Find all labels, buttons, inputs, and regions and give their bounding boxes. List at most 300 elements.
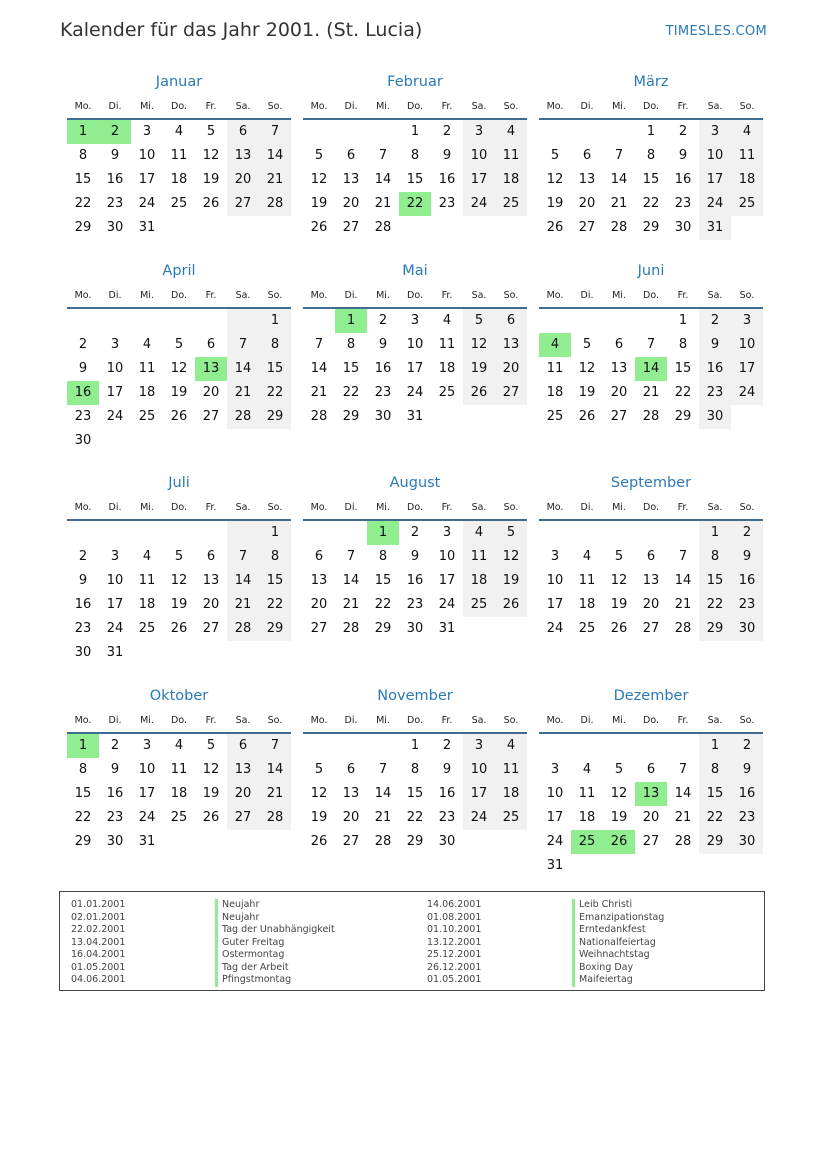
weekday-header	[67, 498, 291, 517]
day-cell: 6	[495, 309, 527, 333]
day-cell: 13	[342, 172, 360, 187]
week-row	[303, 806, 527, 830]
day-cell: 3	[463, 734, 495, 758]
day-cell: 29	[374, 621, 392, 636]
day-cell: 15	[74, 172, 92, 187]
week-row	[539, 782, 763, 806]
day-cell: 27	[227, 192, 259, 216]
day-cell: 1	[259, 521, 291, 545]
day-cell: 10	[731, 333, 763, 357]
day-cell: 11	[731, 144, 763, 168]
weekday-label: Mo.	[310, 101, 328, 112]
day-cell: 22	[259, 381, 291, 405]
day-cell: 6	[227, 120, 259, 144]
weekday-label: Do.	[407, 101, 423, 112]
day-cell: 3	[110, 337, 120, 352]
week-row	[67, 357, 291, 381]
day-cell: 27	[642, 621, 660, 636]
day-cell: 17	[106, 385, 124, 400]
weekday-label: Di.	[580, 290, 594, 301]
day-cell: 22	[699, 593, 731, 617]
week-row	[67, 333, 291, 357]
empty-day-cell	[259, 429, 291, 453]
week-row	[303, 144, 527, 168]
holiday-name: Maifeiertag	[572, 974, 664, 987]
day-cell: 24	[406, 385, 424, 400]
day-cell: 7	[614, 148, 624, 163]
day-cell: 2	[78, 549, 88, 564]
day-cell: 13	[495, 333, 527, 357]
day-cell: 21	[610, 196, 628, 211]
day-cell: 8	[259, 545, 291, 569]
weekday-label: Do.	[643, 101, 659, 112]
week-row	[67, 734, 291, 758]
weekday-label: Fr.	[205, 290, 217, 301]
day-cell: 4	[174, 738, 184, 753]
holiday-day: 13	[195, 357, 227, 381]
day-cell: 7	[259, 734, 291, 758]
day-cell: 1	[646, 124, 656, 139]
day-cell: 8	[410, 148, 420, 163]
holiday-date: 13.04.2001	[71, 936, 126, 948]
day-cell: 23	[406, 597, 424, 612]
day-cell: 12	[170, 573, 188, 588]
weekday-label: Mo.	[546, 290, 564, 301]
week-row	[539, 617, 763, 641]
week-row	[303, 216, 527, 240]
holiday-name: Guter Freitag	[215, 937, 335, 950]
weekday-label: Mi.	[612, 290, 626, 301]
month-dezember	[539, 686, 763, 878]
empty-day-cell	[367, 120, 399, 144]
week-row	[67, 168, 291, 192]
empty-day-cell	[431, 216, 463, 240]
day-cell: 21	[674, 810, 692, 825]
holiday-date: 14.06.2001	[427, 899, 482, 910]
day-cell: 19	[170, 385, 188, 400]
empty-day-cell	[367, 734, 399, 758]
day-cell: 29	[699, 830, 731, 854]
day-cell: 9	[378, 337, 388, 352]
day-cell: 22	[74, 196, 92, 211]
week-row	[67, 521, 291, 545]
day-cell: 22	[674, 385, 692, 400]
holiday-name: Pfingstmontag	[215, 974, 335, 987]
day-cell: 30	[406, 621, 424, 636]
holiday-date: 01.08.2001	[427, 911, 482, 923]
holiday-date: 26.12.2001	[427, 961, 482, 973]
holiday-day: 2	[99, 120, 131, 144]
day-cell: 1	[410, 738, 420, 753]
day-cell: 4	[495, 734, 527, 758]
day-cell: 22	[406, 810, 424, 825]
weekday-label: Mi.	[140, 502, 154, 513]
weekday-header	[67, 286, 291, 305]
weekday-label: Mi.	[140, 101, 154, 112]
day-cell: 20	[642, 597, 660, 612]
week-row	[67, 641, 291, 665]
holiday-names-column-left	[215, 899, 335, 987]
day-cell: 28	[374, 834, 392, 849]
day-cell: 17	[138, 786, 156, 801]
weekday-label: So.	[739, 715, 755, 726]
day-cell: 16	[106, 786, 124, 801]
week-row	[539, 333, 763, 357]
day-cell: 26	[170, 621, 188, 636]
day-cell: 17	[463, 168, 495, 192]
day-cell: 25	[578, 621, 596, 636]
week-row	[303, 381, 527, 405]
empty-day-cell	[195, 830, 227, 854]
empty-day-cell	[67, 309, 99, 333]
day-cell: 10	[106, 361, 124, 376]
day-cell: 15	[259, 357, 291, 381]
day-cell: 26	[310, 834, 328, 849]
week-row	[303, 545, 527, 569]
day-cell: 12	[170, 361, 188, 376]
day-cell: 30	[731, 830, 763, 854]
week-row	[539, 357, 763, 381]
holiday-name: Ostermontag	[215, 949, 335, 962]
month-september	[539, 473, 763, 641]
weekday-label: Do.	[407, 290, 423, 301]
week-row	[539, 405, 763, 429]
day-cell: 28	[610, 220, 628, 235]
holiday-name: Weihnachtstag	[572, 949, 664, 962]
day-cell: 23	[731, 806, 763, 830]
empty-day-cell	[131, 309, 163, 333]
weekday-label: Mi.	[140, 715, 154, 726]
empty-day-cell	[731, 216, 763, 240]
day-cell: 6	[582, 148, 592, 163]
empty-day-cell	[99, 521, 131, 545]
day-cell: 15	[642, 172, 660, 187]
weekday-label: Sa.	[235, 101, 251, 112]
day-cell: 23	[374, 385, 392, 400]
day-cell: 9	[442, 762, 452, 777]
day-cell: 29	[259, 405, 291, 429]
weekday-label: Di.	[580, 715, 594, 726]
day-cell: 1	[699, 734, 731, 758]
empty-day-cell	[635, 521, 667, 545]
day-cell: 21	[374, 810, 392, 825]
day-cell: 4	[582, 762, 592, 777]
month-mai	[303, 261, 527, 429]
day-cell: 13	[342, 786, 360, 801]
day-cell: 21	[310, 385, 328, 400]
day-cell: 13	[227, 144, 259, 168]
weekday-header	[303, 498, 527, 517]
day-cell: 8	[678, 337, 688, 352]
month-name: Dezember	[613, 688, 689, 704]
day-cell: 2	[731, 521, 763, 545]
day-cell: 28	[374, 220, 392, 235]
empty-day-cell	[259, 830, 291, 854]
day-cell: 18	[170, 786, 188, 801]
day-cell: 24	[138, 810, 156, 825]
weekday-label: Fr.	[441, 101, 453, 112]
day-cell: 9	[110, 148, 120, 163]
day-cell: 6	[314, 549, 324, 564]
empty-day-cell	[259, 216, 291, 240]
day-cell: 31	[699, 216, 731, 240]
day-cell: 18	[578, 597, 596, 612]
day-cell: 29	[74, 220, 92, 235]
empty-day-cell	[227, 309, 259, 333]
day-cell: 4	[495, 120, 527, 144]
weekday-label: Sa.	[707, 715, 723, 726]
day-cell: 8	[699, 545, 731, 569]
empty-day-cell	[635, 309, 667, 333]
day-cell: 31	[106, 645, 124, 660]
week-row	[303, 521, 527, 545]
day-cell: 4	[142, 337, 152, 352]
weekday-label: So.	[267, 715, 283, 726]
weekday-label: So.	[739, 502, 755, 513]
weekday-label: Di.	[108, 502, 122, 513]
empty-day-cell	[495, 216, 527, 240]
day-cell: 8	[78, 762, 88, 777]
empty-day-cell	[259, 641, 291, 665]
day-cell: 10	[138, 762, 156, 777]
weekday-label: Mo.	[546, 502, 564, 513]
day-cell: 20	[202, 597, 220, 612]
week-row	[303, 734, 527, 758]
weekday-label: Mi.	[376, 715, 390, 726]
day-cell: 27	[642, 834, 660, 849]
empty-day-cell	[539, 309, 571, 333]
brand-link[interactable]: TIMESLES.COM	[665, 24, 767, 39]
weekday-label: Fr.	[205, 502, 217, 513]
weekday-label: Mo.	[74, 715, 92, 726]
day-cell: 22	[259, 593, 291, 617]
day-cell: 2	[731, 734, 763, 758]
week-row	[303, 192, 527, 216]
day-cell: 9	[731, 758, 763, 782]
empty-day-cell	[635, 854, 667, 878]
week-row	[539, 545, 763, 569]
month-name: August	[389, 475, 441, 491]
weekday-label: So.	[739, 290, 755, 301]
day-cell: 21	[259, 168, 291, 192]
weekday-label: Do.	[407, 715, 423, 726]
day-cell: 18	[463, 569, 495, 593]
empty-day-cell	[335, 734, 367, 758]
holiday-day: 4	[539, 333, 571, 357]
month-märz	[539, 72, 763, 240]
weekday-label: Sa.	[707, 502, 723, 513]
empty-day-cell	[335, 521, 367, 545]
day-cell: 12	[610, 573, 628, 588]
weekday-label: Do.	[407, 502, 423, 513]
empty-day-cell	[195, 216, 227, 240]
empty-day-cell	[399, 216, 431, 240]
day-cell: 26	[202, 196, 220, 211]
week-row	[303, 758, 527, 782]
day-cell: 16	[438, 786, 456, 801]
day-cell: 27	[227, 806, 259, 830]
month-name: November	[377, 688, 453, 704]
empty-day-cell	[303, 309, 335, 333]
weekday-label: Mi.	[376, 101, 390, 112]
weekday-label: Sa.	[235, 290, 251, 301]
day-cell: 8	[346, 337, 356, 352]
day-cell: 6	[346, 148, 356, 163]
day-cell: 15	[74, 786, 92, 801]
day-cell: 19	[202, 172, 220, 187]
week-row	[303, 617, 527, 641]
holiday-date: 16.04.2001	[71, 949, 126, 960]
empty-day-cell	[571, 309, 603, 333]
day-cell: 26	[202, 810, 220, 825]
day-cell: 14	[259, 144, 291, 168]
day-cell: 22	[642, 196, 660, 211]
week-row	[539, 569, 763, 593]
day-cell: 8	[699, 758, 731, 782]
weekday-label: Fr.	[677, 101, 689, 112]
day-cell: 1	[410, 124, 420, 139]
holiday-date: 01.05.2001	[427, 974, 482, 985]
day-cell: 20	[227, 168, 259, 192]
day-cell: 7	[346, 549, 356, 564]
day-cell: 10	[546, 573, 564, 588]
day-cell: 15	[406, 786, 424, 801]
week-row	[303, 333, 527, 357]
holiday-name: Boxing Day	[572, 962, 664, 975]
holiday-date: 01.05.2001	[71, 961, 126, 973]
weekday-label: Di.	[344, 101, 358, 112]
day-cell: 26	[610, 621, 628, 636]
day-cell: 15	[406, 172, 424, 187]
day-cell: 15	[374, 573, 392, 588]
weekday-header	[303, 97, 527, 116]
day-cell: 24	[699, 192, 731, 216]
week-row	[303, 120, 527, 144]
day-cell: 20	[495, 357, 527, 381]
weekday-label: Di.	[108, 290, 122, 301]
day-cell: 12	[202, 148, 220, 163]
day-cell: 2	[110, 738, 120, 753]
weekday-label: So.	[267, 101, 283, 112]
day-cell: 22	[74, 810, 92, 825]
holiday-day: 1	[367, 521, 399, 545]
day-cell: 18	[170, 172, 188, 187]
empty-day-cell	[227, 830, 259, 854]
empty-day-cell	[571, 521, 603, 545]
empty-day-cell	[667, 521, 699, 545]
week-row	[303, 405, 527, 429]
week-row	[67, 381, 291, 405]
day-cell: 4	[731, 120, 763, 144]
day-cell: 20	[642, 810, 660, 825]
weekday-label: Di.	[344, 502, 358, 513]
empty-day-cell	[571, 120, 603, 144]
empty-day-cell	[635, 734, 667, 758]
day-cell: 14	[227, 357, 259, 381]
day-cell: 29	[342, 409, 360, 424]
day-cell: 24	[106, 409, 124, 424]
day-cell: 11	[170, 762, 188, 777]
day-cell: 2	[699, 309, 731, 333]
day-cell: 5	[206, 124, 216, 139]
day-cell: 16	[74, 597, 92, 612]
week-row	[539, 144, 763, 168]
day-cell: 3	[550, 762, 560, 777]
day-cell: 3	[410, 313, 420, 328]
day-cell: 28	[642, 409, 660, 424]
week-row	[539, 216, 763, 240]
month-name: Mai	[402, 263, 428, 279]
week-row	[67, 782, 291, 806]
week-row	[539, 521, 763, 545]
day-cell: 30	[438, 834, 456, 849]
weekday-label: So.	[503, 715, 519, 726]
day-cell: 29	[674, 409, 692, 424]
empty-day-cell	[195, 641, 227, 665]
day-cell: 25	[438, 385, 456, 400]
day-cell: 12	[310, 786, 328, 801]
month-name: Januar	[155, 74, 203, 90]
weekday-label: Di.	[344, 290, 358, 301]
day-cell: 14	[374, 786, 392, 801]
week-row	[303, 168, 527, 192]
holiday-name: Tag der Unabhängigkeit	[215, 924, 335, 937]
weekday-header	[303, 711, 527, 730]
day-cell: 21	[227, 593, 259, 617]
day-cell: 23	[106, 196, 124, 211]
day-cell: 4	[463, 521, 495, 545]
day-cell: 16	[374, 361, 392, 376]
day-cell: 17	[106, 597, 124, 612]
day-cell: 20	[578, 196, 596, 211]
day-cell: 12	[495, 545, 527, 569]
day-cell: 17	[438, 573, 456, 588]
day-cell: 6	[206, 337, 216, 352]
day-cell: 18	[495, 168, 527, 192]
day-cell: 22	[699, 806, 731, 830]
week-row	[67, 545, 291, 569]
empty-day-cell	[195, 429, 227, 453]
holiday-name: Erntedankfest	[572, 924, 664, 937]
week-row	[539, 381, 763, 405]
empty-day-cell	[463, 405, 495, 429]
week-row	[67, 758, 291, 782]
day-cell: 9	[78, 573, 88, 588]
day-cell: 20	[227, 782, 259, 806]
week-row	[303, 569, 527, 593]
day-cell: 5	[582, 337, 592, 352]
day-cell: 12	[546, 172, 564, 187]
week-row	[303, 593, 527, 617]
day-cell: 16	[731, 569, 763, 593]
day-cell: 13	[578, 172, 596, 187]
day-cell: 26	[310, 220, 328, 235]
week-row	[539, 734, 763, 758]
day-cell: 31	[138, 834, 156, 849]
day-cell: 8	[78, 148, 88, 163]
day-cell: 29	[699, 617, 731, 641]
month-april	[67, 261, 291, 453]
day-cell: 2	[678, 124, 688, 139]
day-cell: 7	[646, 337, 656, 352]
holiday-dates-column-left	[71, 899, 125, 987]
day-cell: 3	[142, 124, 152, 139]
empty-day-cell	[195, 309, 227, 333]
weekday-label: So.	[503, 290, 519, 301]
week-row	[67, 569, 291, 593]
weekday-label: So.	[267, 290, 283, 301]
day-cell: 9	[442, 148, 452, 163]
